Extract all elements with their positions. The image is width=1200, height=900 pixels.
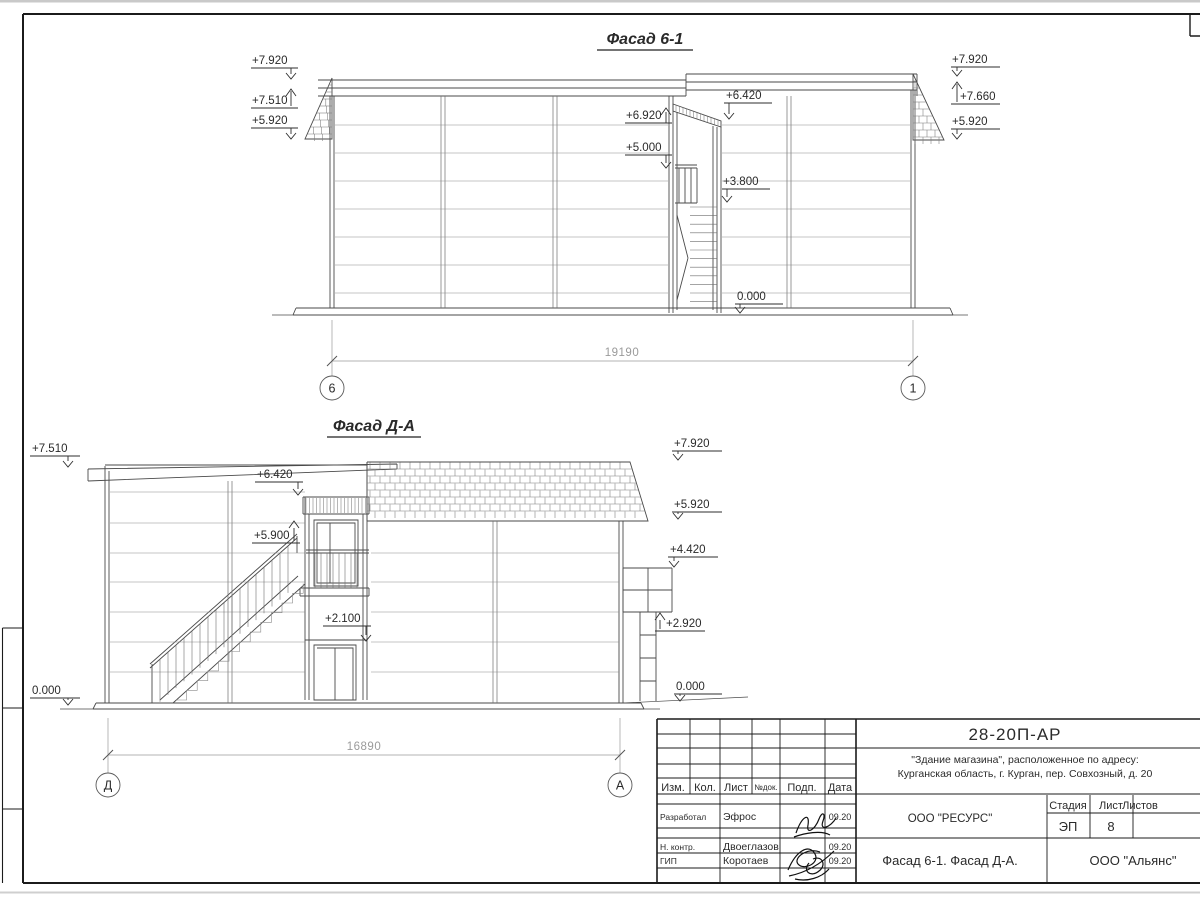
elevation-mark: +6.420 — [726, 90, 762, 102]
facade2-siding — [110, 492, 619, 672]
tb-col-ndok: №док. — [754, 783, 778, 792]
elevation-mark: +7.660 — [960, 91, 996, 103]
tb-role: ГИП — [660, 856, 677, 866]
elevation-mark: +2.100 — [325, 613, 361, 625]
facade1-pilasters — [441, 96, 791, 308]
elevation-mark: +7.510 — [32, 443, 68, 455]
elevation-mark: +6.920 — [626, 110, 662, 122]
tb-name: Двоеглазов — [723, 841, 779, 853]
facade-6-1 — [251, 31, 1000, 400]
facade2-dimension — [96, 718, 632, 797]
facade1-title: Фасад 6-1 — [606, 31, 684, 48]
axis-label: Д — [103, 778, 113, 793]
tb-address-line1: "Здание магазина", расположенное по адресу: — [911, 754, 1139, 766]
axis-label: 6 — [328, 381, 336, 396]
elevation-mark: +5.000 — [626, 142, 662, 154]
tb-date: 09.20 — [828, 812, 852, 822]
facade1-structure — [272, 74, 968, 315]
tb-address-line2: Курганская область, г. Курган, пер. Совхозный, д. 20 — [897, 768, 1153, 780]
tb-name: Коротаев — [723, 855, 769, 867]
elevation-mark: +4.420 — [670, 544, 706, 556]
tb-org-right: ООО "Альянс" — [1089, 853, 1177, 868]
elevation-mark: +7.920 — [952, 54, 988, 66]
facade1-mark-arrows — [251, 67, 1000, 313]
tb-role: Н. контр. — [660, 842, 696, 852]
facade2-mark-labels — [32, 438, 710, 697]
tb-name: Эфрос — [723, 811, 757, 823]
elevation-mark: +7.920 — [674, 438, 710, 450]
frame — [3, 14, 1200, 883]
elevation-mark: 0.000 — [32, 685, 61, 697]
elevation-mark: +2.920 — [666, 618, 702, 630]
axis-label: 1 — [909, 381, 917, 396]
elevation-mark: +6.420 — [257, 469, 293, 481]
tb-listov-label: Листов — [1122, 800, 1158, 812]
facade1-mark-labels — [252, 54, 996, 303]
facade1-canopy-hatch — [676, 105, 718, 126]
tb-date: 09.20 — [828, 856, 852, 866]
tb-stage-label: Стадия — [1049, 800, 1087, 812]
tb-stage-value: ЭП — [1058, 819, 1078, 834]
facade1-dimension — [320, 320, 925, 400]
axis-label: А — [615, 778, 625, 793]
tb-col-list: Лист — [724, 782, 748, 794]
tb-org-center: ООО "РЕСУРС" — [907, 813, 993, 825]
left-margin-boxes — [3, 628, 24, 883]
tb-role: Разработал — [660, 812, 707, 822]
elevation-mark: +5.920 — [952, 116, 988, 128]
tb-date: 09.20 — [828, 842, 852, 852]
facade1-siding — [335, 125, 910, 293]
elevation-mark: +5.900 — [254, 530, 290, 542]
facade1-gable-left-hatch — [307, 85, 332, 141]
title-block — [657, 719, 1200, 883]
elevation-mark: +7.510 — [252, 95, 288, 107]
elevation-mark: 0.000 — [676, 681, 705, 693]
facade2-title: Фасад Д-А — [333, 418, 415, 435]
tb-list-label: Лист — [1099, 800, 1123, 812]
tb-col-kol: Кол. — [694, 782, 716, 794]
tb-col-izm: Изм. — [661, 782, 685, 794]
facade-d-a — [30, 418, 748, 797]
dimension-value: 16890 — [346, 741, 382, 753]
tb-document-code: 28-20П-АР — [968, 725, 1062, 744]
dimension-value: 19190 — [604, 347, 640, 359]
elevation-mark: +7.920 — [252, 55, 288, 67]
elevation-mark: +5.920 — [674, 499, 710, 511]
facade2-door-canopy-hatch — [306, 498, 366, 513]
tb-list-value: 8 — [1107, 819, 1115, 834]
elevation-mark: +3.800 — [723, 176, 759, 188]
facade2-mark-arrows — [30, 451, 722, 705]
elevation-mark: 0.000 — [737, 291, 766, 303]
elevation-mark: +5.920 — [252, 115, 288, 127]
tb-drawing-title: Фасад 6-1. Фасад Д-А. — [882, 853, 1018, 868]
tb-col-podp: Подп. — [787, 782, 817, 794]
tb-col-data: Дата — [827, 782, 853, 794]
facade2-roof-shingle-hatch — [367, 463, 645, 519]
